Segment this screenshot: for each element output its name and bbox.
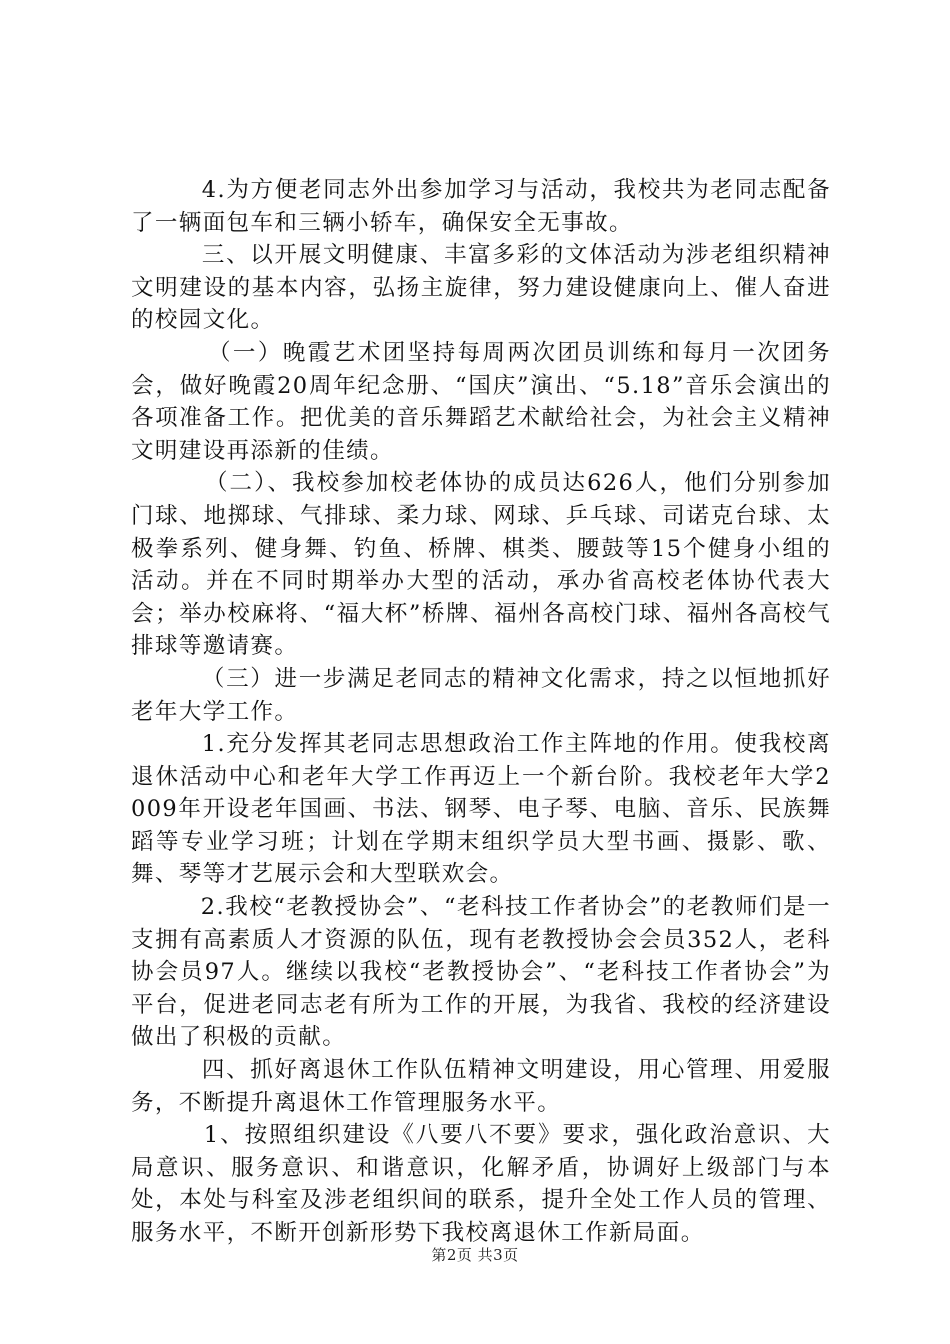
paragraph-professor-association: 2.我校“老教授协会”、“老科技工作者协会”的老教师们是一支拥有高素质人才资源的队伍，现有老教授协会会员352人，老科协会员97人。继续以我校“老教授协会”、“老科技工作者协会”为平台，促进老同志老有所为工作的开展，为我省、我校的经济建设做出了积极的贡献。 xyxy=(131,894,831,1051)
page-footer: 第2页 共3页 xyxy=(431,1246,519,1264)
paragraph-section-three: 三、以开展文明健康、丰富多彩的文体活动为涉老组织精神文明建设的基本内容，弘扬主旋律，努力建设健康向上、催人奋进的校园文化。 xyxy=(131,242,831,334)
paragraph-vehicles: 4.为方便老同志外出参加学习与活动，我校共为老同志配备了一辆面包车和三辆小轿车，确保安全无事故。 xyxy=(131,177,831,236)
paragraph-senior-university: （三）进一步满足老同志的精神文化需求，持之以恒地抓好老年大学工作。 xyxy=(131,665,831,725)
document-body xyxy=(131,174,831,1250)
paragraph-section-four: 四、抓好离退休工作队伍精神文明建设，用心管理、用爱服务，不断提升离退休工作管理服务水平。 xyxy=(131,1057,831,1116)
paragraph-art-troupe: （一）晚霞艺术团坚持每周两次团员训练和每月一次团务会，做好晚霞20周年纪念册、“国庆”演出、“5.18”音乐会演出的各项准备工作。把优美的音乐舞蹈艺术献给社会，为社会主义精神文明建设再添新的佳绩。 xyxy=(131,339,831,464)
paragraph-activity-center: 1.充分发挥其老同志思想政治工作主阵地的作用。使我校离退休活动中心和老年大学工作再迈上一个新台阶。我校老年大学2009年开设老年国画、书法、钢琴、电子琴、电脑、音乐、民族舞蹈等专业学习班；计划在学期末组织学员大型书画、摄影、歌、舞、琴等才艺展示会和大型联欢会。 xyxy=(131,731,831,888)
paragraph-sports-association: （二）、我校参加校老体协的成员达626人，他们分别参加门球、地掷球、气排球、柔力球、网球、乒乓球、司诺克台球、太极拳系列、健身舞、钓鱼、桥牌、棋类、腰鼓等15个健身小组的活动。并在不同时期举办大型的活动，承办省高校老体协代表大会；举办校麻将、“福大杯”桥牌、福州各高校门球、福州各高校气排球等邀请赛。 xyxy=(131,470,831,660)
paragraph-organization-building: 1、按照组织建设《八要八不要》要求，强化政治意识、大局意识、服务意识、和谐意识，化解矛盾，协调好上级部门与本处，本处与科室及涉老组织间的联系，提升全处工作人员的管理、服务水平，不断开创新形势下我校离退休工作新局面。 xyxy=(131,1122,831,1246)
